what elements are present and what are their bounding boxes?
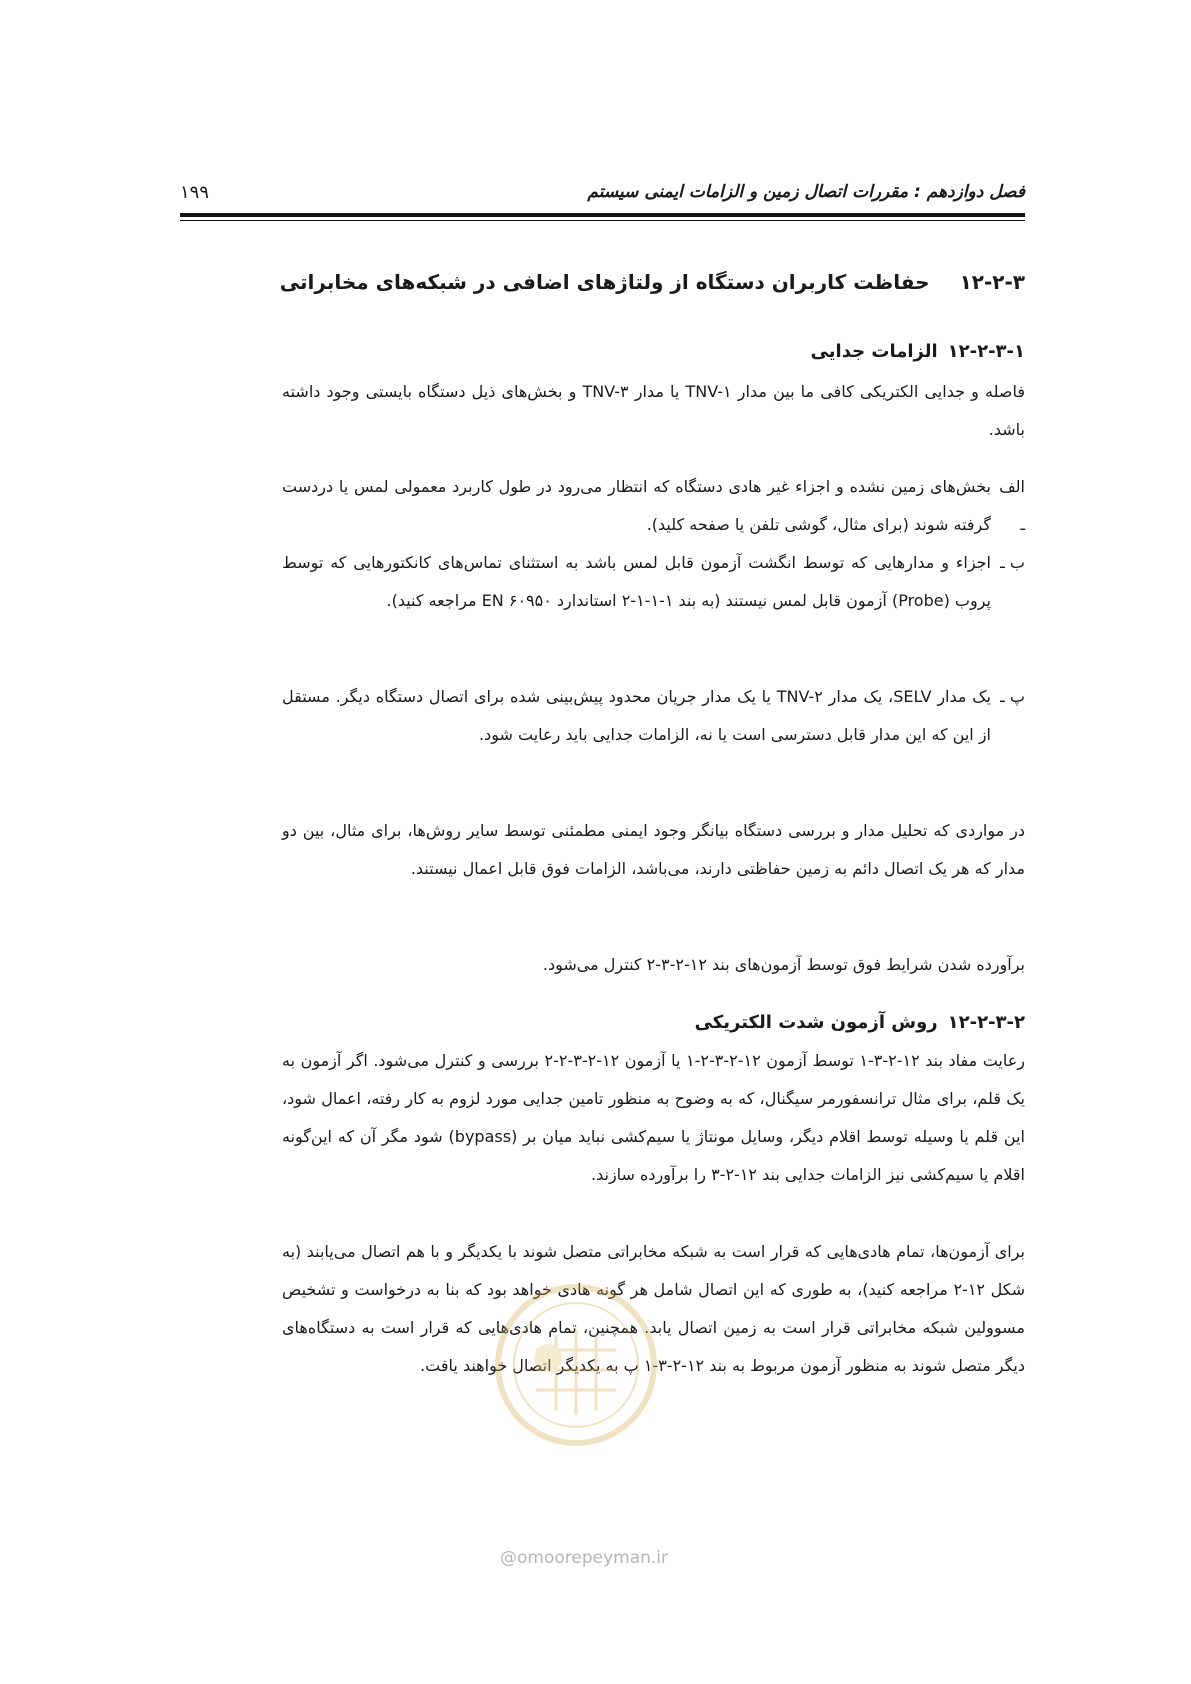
separation-intro-paragraph: فاصله و جدایی الکتریکی کافی ما بین مدار TNV-۱ یا مدار TNV-۳ و بخش‌های ذیل دستگاه بایستی وجود داشته باشد. xyxy=(282,382,1025,439)
list-item-text: یک مدار SELV، یک مدار TNV-۲ یا یک مدار جریان محدود پیش‌بینی شده برای اتصال دستگاه دیگر. مستقل از این که این مدار قابل دسترسی است یا نه، الزامات جدایی باید رعایت شود. xyxy=(282,687,991,744)
test-connection-paragraph: برای آزمون‌ها، تمام هادی‌هایی که قرار است به شبکه مخابراتی متصل شوند با یکدیگر و با هم اتصال می‌یابند (به شکل ۱۲-۲ مراجعه کنید)، به طوری که این اتصال شامل هر گونه هادی خواهد بود که بنا به درخواست و تشخیص مسوولین شبکه مخابراتی قرار است به زمین اتصال یابد. همچنین، تمام هادی‌هایی که قرار است به دستگاه‌های دیگر متصل شوند به منظور آزمون مربوط به بند ۱۲-۲-۳-۱ پ به یکدیگر اتصال خواهند یافت. xyxy=(282,1242,1026,1375)
section-heading xyxy=(280,270,1025,294)
subsection-1-title: الزامات جدایی xyxy=(810,341,938,362)
list-item-marker: ب ـ xyxy=(1000,553,1025,572)
subsection-2-heading xyxy=(695,1012,1025,1033)
compliance-paragraph: برآورده شدن شرایط فوق توسط آزمون‌های بند ۱۲-۲-۳-۲ کنترل می‌شود. xyxy=(542,955,1025,974)
test-method-paragraph: رعایت مفاد بند ۱۲-۲-۳-۱ توسط آزمون ۱۲-۲-۳-۲-۱ یا آزمون ۱۲-۲-۳-۲-۲ بررسی و کنترل می‌شود. اگر آزمون به یک قلم، برای مثال ترانسفورمر سیگنال، که به وضوح به منظور تامین جدایی مورد لزوم به کار رفته، اعمال شود، این قلم یا وسیله توسط اقلام دیگر، وسایل مونتاژ یا سیم‌کشی نباید میان بر (bypass) شود مگر آن که این‌گونه اقلام یا سیم‌کشی نیز الزامات جدایی بند ۱۲-۲-۳ را برآورده سازند. xyxy=(282,1051,1026,1184)
list-item-text: بخش‌های زمین نشده و اجزاء غیر هادی دستگاه که انتظار می‌رود در طول کاربرد معمولی لمس یا دردست گرفته شوند (برای مثال، گوشی تلفن یا صفحه کلید). xyxy=(282,477,991,534)
subsection-2-number: ۱۲-۲-۳-۲ xyxy=(947,1012,1025,1033)
subsection-1-heading xyxy=(811,341,1025,362)
running-header xyxy=(180,182,1025,212)
subsection-2-title: روش آزمون شدت الکتریکی xyxy=(694,1012,938,1033)
watermark-text: @omoorepeyman.ir xyxy=(500,1548,669,1568)
header-rule-thin xyxy=(180,220,1025,221)
list-item xyxy=(282,678,1025,754)
list-item xyxy=(282,544,1025,620)
subsection-1-number: ۱۲-۲-۳-۱ xyxy=(947,341,1025,362)
list-item-marker: الف ـ xyxy=(999,477,1025,534)
list-item-marker: پ ـ xyxy=(1000,687,1025,706)
list-item-text: اجزاء و مدارهایی که توسط انگشت آزمون قابل لمس باشد به استثنای تماس‌های کانکتورهایی که توسط پروب (Probe) آزمون قابل لمس نیستند (به بند ۱-۱-۱-۲ استاندارد EN ۶۰۹۵۰ مراجعه کنید). xyxy=(282,553,991,610)
page-number: ۱۹۹ xyxy=(180,182,210,203)
section-title: حفاظت کاربران دستگاه از ولتاژهای اضافی در شبکه‌های مخابراتی xyxy=(279,270,930,294)
watermark-logo xyxy=(486,1270,666,1470)
section-number: ۱۲-۲-۳ xyxy=(959,270,1025,294)
list-item xyxy=(282,468,1025,544)
exception-paragraph: در مواردی که تحلیل مدار و بررسی دستگاه بیانگر وجود ایمنی مطمئنی توسط سایر روش‌ها، برای مثال، بین دو مدار که هر یک اتصال دائم به زمین حفاظتی دارند، می‌باشد، الزامات فوق قابل اعمال نیستند. xyxy=(282,821,1025,878)
chapter-title: فصل دوازدهم : مقررات اتصال زمین و الزامات ایمنی سیستم xyxy=(587,182,1025,202)
header-rule-thick xyxy=(180,213,1025,217)
